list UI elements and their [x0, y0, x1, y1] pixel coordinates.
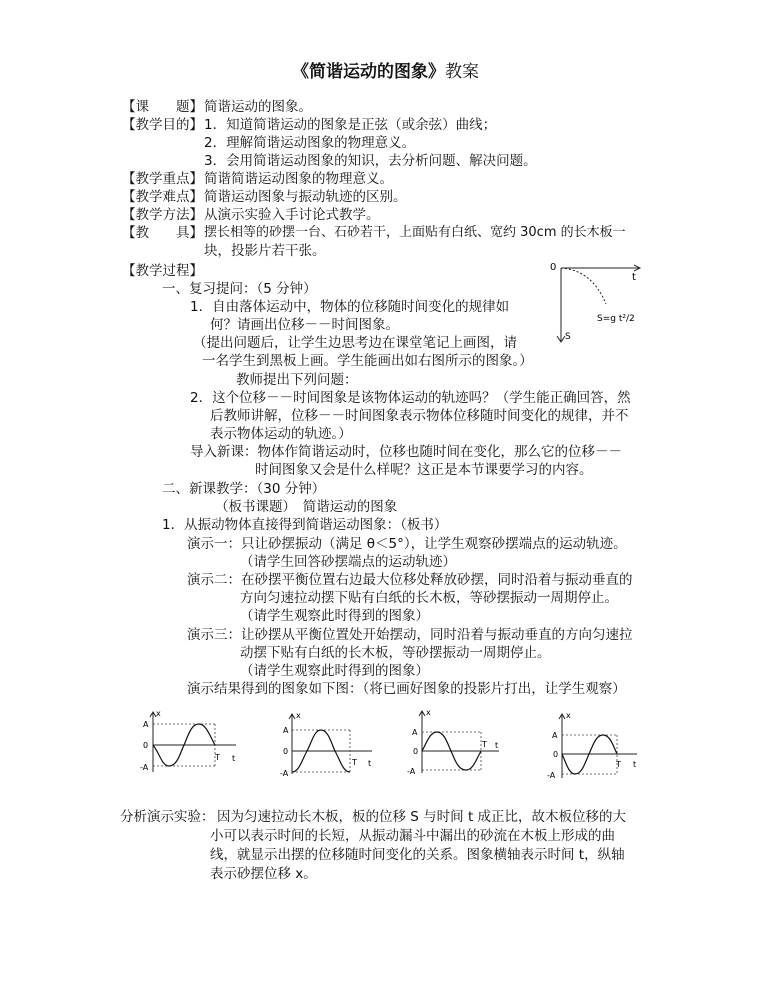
demo2-line-3: （请学生观察此时得到的图象）: [240, 608, 429, 624]
freefall-curve: [561, 268, 606, 304]
graph-2-amp-label: A: [283, 726, 289, 735]
review-q1-line-1: 1．自由落体运动中，物体的位移随时间变化的规律如: [190, 299, 510, 315]
demo1-line-2: （请学生回答砂摆端点的运动轨迹）: [240, 554, 456, 570]
graph-4: [545, 708, 645, 784]
freefall-t-label: t: [632, 272, 636, 283]
analysis-line-1: 因为匀速拉动长木板，板的位移 S 与时间 t 成正比，故木板位移的大: [217, 809, 627, 825]
demo2-line-1: 演示二：在砂摆平衡位置右边最大位移处释放砂摆，同时沿着与振动垂直的: [187, 572, 633, 588]
graph-4-zero-label: 0: [553, 750, 559, 759]
review-heading: 一、复习提问：（5 分钟）: [162, 281, 317, 297]
demo3-line-2: 动摆下贴有白纸的长木板，等砂摆振动一周期停止。: [240, 645, 551, 661]
review-q2-line-1: 2．这个位移－－时间图象是该物体运动的轨迹吗？（学生能正确回答，然: [190, 390, 631, 406]
graph-1-zero-label: 0: [143, 741, 149, 750]
freefall-origin-label: 0: [550, 262, 557, 273]
point-1: 1．从振动物体直接得到简谐运动图象：（板书）: [162, 517, 448, 533]
tools-line-1: 摆长相等的砂摆一台、石砂若干，上面贴有白纸、宽约 30cm 的长木板一: [204, 225, 626, 240]
key-value: 简谐简谐运动图象的物理意义。: [204, 171, 393, 187]
demo2-line-2: 方向匀速拉动摆下贴有白纸的长木板，等砂摆振动一周期停止。: [240, 590, 618, 606]
graph-3: [405, 705, 505, 781]
title-main: 《简谐运动的图象》: [292, 62, 445, 82]
method-value: 从演示实验入手讨论式教学。: [204, 207, 380, 223]
review-note-line-2: 一名学生到黑板上画。学生能画出如右图所示的图象。）: [202, 353, 533, 369]
topic-value: 简谐运动的图象。: [204, 99, 312, 115]
review-note-line-1: （提出问题后，让学生边思考边在课堂笔记上画图，请: [193, 335, 517, 351]
freefall-formula: S=g t²/2: [597, 314, 635, 324]
graph-4-neg-amp-label: -A: [547, 771, 556, 780]
analysis-label: 分析演示实验：: [120, 809, 215, 825]
graph-2-neg-amp-label: -A: [280, 769, 289, 778]
demo3-line-1: 演示三：让砂摆从平衡位置处开始摆动，同时沿着与振动垂直的方向匀速拉: [187, 627, 633, 643]
freefall-s-label: S: [565, 332, 571, 342]
graph-1-x-label: x: [156, 709, 161, 718]
graph-4-x-label: x: [566, 711, 571, 720]
graph-4-period-label: T: [616, 760, 621, 769]
graph-2-zero-label: 0: [283, 747, 289, 756]
title-suffix: 教案: [445, 62, 479, 82]
graph-4-amp-label: A: [552, 731, 558, 740]
new-lesson-heading: 二、新课教学：（30 分钟）: [162, 481, 326, 497]
graph-3-zero-label: 0: [413, 747, 419, 756]
goal-item-1: 1．知道简谐运动的图象是正弦（或余弦）曲线；: [204, 117, 497, 133]
graph-3-amp-label: A: [412, 728, 418, 737]
analysis-line-2: 小可以表示时间的长短，从振动漏斗中漏出的砂流在木板上形成的曲: [210, 828, 615, 844]
key-label: 【教学重点】: [122, 171, 203, 187]
goals-label: 【教学目的】: [122, 117, 203, 133]
graph-2-period-label: T: [352, 758, 357, 767]
review-q2-line-2: 后教师讲解，位移－－时间图象表示物体位移随时间变化的规律，并不: [210, 408, 629, 424]
board-title: （板书课题） 简谐运动的图象: [215, 499, 398, 515]
graph-2: [280, 708, 380, 780]
freefall-figure: [540, 258, 650, 348]
graph-3-x-label: x: [426, 708, 431, 717]
review-q2-line-3: 表示物体运动的轨迹。）: [210, 426, 352, 442]
difficulty-label: 【教学难点】: [122, 189, 203, 205]
graph-1-neg-amp-label: -A: [140, 763, 149, 772]
goal-item-3: 3．会用简谐运动图象的知识，去分析问题、解决问题。: [204, 153, 537, 169]
graph-1-t-label: t: [232, 754, 236, 763]
review-teacher-line: 教师提出下列问题：: [236, 372, 358, 388]
tools-label: 【教 具】: [122, 225, 203, 241]
intro-line-2: 时间图象又会是什么样呢？这正是本节课要学习的内容。: [255, 462, 593, 478]
tools-line-2: 块，投影片若干张。: [204, 243, 326, 259]
demo-result-line: 演示结果得到的图象如下图：（将已画好图象的投影片打出，让学生观察）: [187, 681, 626, 697]
graph-1-period-label: T: [215, 753, 220, 762]
graph-1-amp-label: A: [143, 720, 149, 729]
graph-2-t-label: t: [368, 759, 372, 768]
demo1-line-1: 演示一：只让砂摆振动（满足 θ＜5°），让学生观察砂摆端点的运动轨迹。: [187, 536, 627, 552]
review-q1-line-2: 何？请画出位移－－时间图象。: [210, 317, 399, 333]
graph-2-x-label: x: [296, 711, 301, 720]
graph-3-period-label: T: [482, 740, 487, 749]
graph-4-t-label: t: [633, 760, 637, 769]
topic-label: 【课 题】: [122, 99, 203, 115]
goal-item-2: 2．理解简谐运动图象的物理意义。: [204, 135, 416, 151]
process-heading: 【教学过程】: [122, 263, 203, 279]
intro-line-1: 导入新课：物体作简谐运动时，位移也随时间在变化，那么它的位移－－: [190, 444, 622, 460]
analysis-line-3: 线，就显示出摆的位移随时间变化的关系。图象横轴表示时间 t，纵轴: [210, 847, 625, 863]
difficulty-value: 简谐运动图象与振动轨迹的区别。: [204, 189, 407, 205]
graph-3-neg-amp-label: -A: [407, 767, 416, 776]
graph-3-t-label: t: [495, 741, 499, 750]
method-label: 【教学方法】: [122, 207, 203, 223]
analysis-line-4: 表示砂摆位移 x。: [210, 866, 317, 882]
page-title: [0, 61, 771, 83]
graph-1: [140, 708, 250, 780]
demo3-line-3: （请学生观察此时得到的图象）: [240, 663, 429, 679]
